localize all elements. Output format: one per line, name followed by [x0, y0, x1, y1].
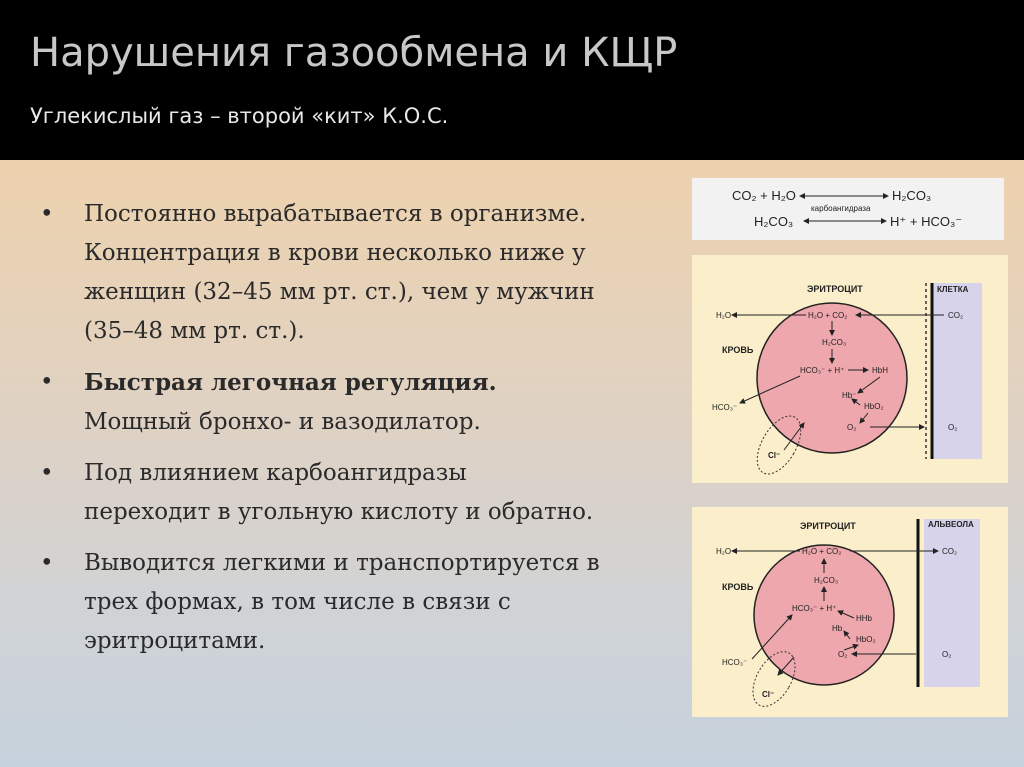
mol-hbh: HbH	[872, 366, 889, 375]
bullet-text: Мощный бронхо- и вазодилатор.	[84, 409, 481, 435]
side-co2: CO₂	[942, 547, 958, 556]
slide-title: Нарушения газообмена и КЩР	[30, 30, 678, 76]
label-erythrocyte: ЭРИТРОЦИТ	[800, 521, 856, 531]
label-side: КЛЕТКА	[937, 285, 969, 294]
label-blood: КРОВЬ	[722, 345, 754, 355]
mol-hhb: HHb	[856, 614, 873, 623]
diagram-tissue-figure	[692, 255, 1008, 483]
equation-box	[692, 178, 1004, 240]
bullet-dot: •	[40, 201, 54, 227]
mol-h2co3: H₂CO₃	[814, 576, 839, 585]
mol-hbo2: HbO₂	[856, 635, 876, 644]
eq-row1-right: H₂CO₃	[892, 188, 932, 203]
mol-hb: Hb⁻	[842, 391, 857, 400]
mol-h2o-co2: H₂O + CO₂	[808, 311, 848, 320]
bullet-item	[40, 363, 600, 442]
mol-h2co3: H₂CO₃	[822, 338, 847, 347]
side-panel-alveolus	[924, 519, 980, 687]
bullet-text: Выводится легкими и транспортируется в трех формах, в том числе в связи с эритроцитами.	[84, 550, 600, 654]
eq-row1-left: CO₂ + H₂O	[732, 188, 796, 203]
side-o2: O₂	[948, 423, 958, 432]
bullet-text: Под влиянием карбоангидразы переходит в угольную кислоту и обратно.	[84, 460, 594, 525]
label-blood: КРОВЬ	[722, 582, 754, 592]
bullet-list	[40, 195, 600, 673]
header-bar	[0, 0, 1024, 160]
bullet-dot: •	[40, 460, 54, 486]
mol-o2: O₂	[838, 650, 848, 659]
side-panel-cell	[932, 283, 982, 459]
mol-hco3-out: HCO₃⁻	[712, 403, 738, 412]
mol-hco3-h: HCO₃⁻ + H⁺	[800, 366, 845, 375]
eq-row2-right: H⁺ + HCO₃⁻	[890, 214, 963, 229]
bullet-item	[40, 454, 600, 532]
eq-row2-left: H₂CO₃	[754, 214, 794, 229]
mol-h2o: H₂O	[716, 547, 732, 556]
slide-subtitle: Углекислый газ – второй «кит» К.О.С.	[30, 104, 449, 128]
bullet-dot: •	[40, 550, 54, 576]
bullet-bold-text: Быстрая легочная регуляция.	[84, 369, 497, 396]
mol-o2: O₂	[847, 423, 857, 432]
diagram-tissue	[692, 255, 1008, 483]
bullet-text: Постоянно вырабатывается в организме. Концентрация в крови несколько ниже у женщин (32–45 мм рт. ст.), чем у мужчин (35–48 мм рт. ст.).	[84, 201, 595, 344]
diagram-lung-figure	[692, 507, 1008, 717]
bullet-item	[40, 544, 600, 661]
diagram-lung	[692, 507, 1008, 717]
side-co2: CO₂	[948, 311, 964, 320]
mol-h2o: H₂O	[716, 311, 732, 320]
bullet-dot: •	[40, 369, 54, 395]
mol-hb: Hb	[832, 624, 843, 633]
mol-hco3-out: HCO₃⁻	[722, 658, 748, 667]
eq-enzyme-label: карбоангидраза	[811, 204, 871, 213]
side-o2: O₂	[942, 650, 952, 659]
mol-h2o-co2: H₂O + CO₂	[802, 547, 842, 556]
label-erythrocyte: ЭРИТРОЦИТ	[807, 284, 863, 294]
mol-cl: Cl⁻	[768, 451, 781, 460]
mol-hco3-h: HCO₃⁻ + H⁺	[792, 604, 837, 613]
label-side: АЛЬВЕОЛА	[928, 520, 974, 529]
bullet-item	[40, 195, 600, 351]
mol-hbo2: HbO₂	[864, 402, 884, 411]
equation-figure	[692, 178, 1004, 240]
mol-cl: Cl⁻	[762, 690, 775, 699]
